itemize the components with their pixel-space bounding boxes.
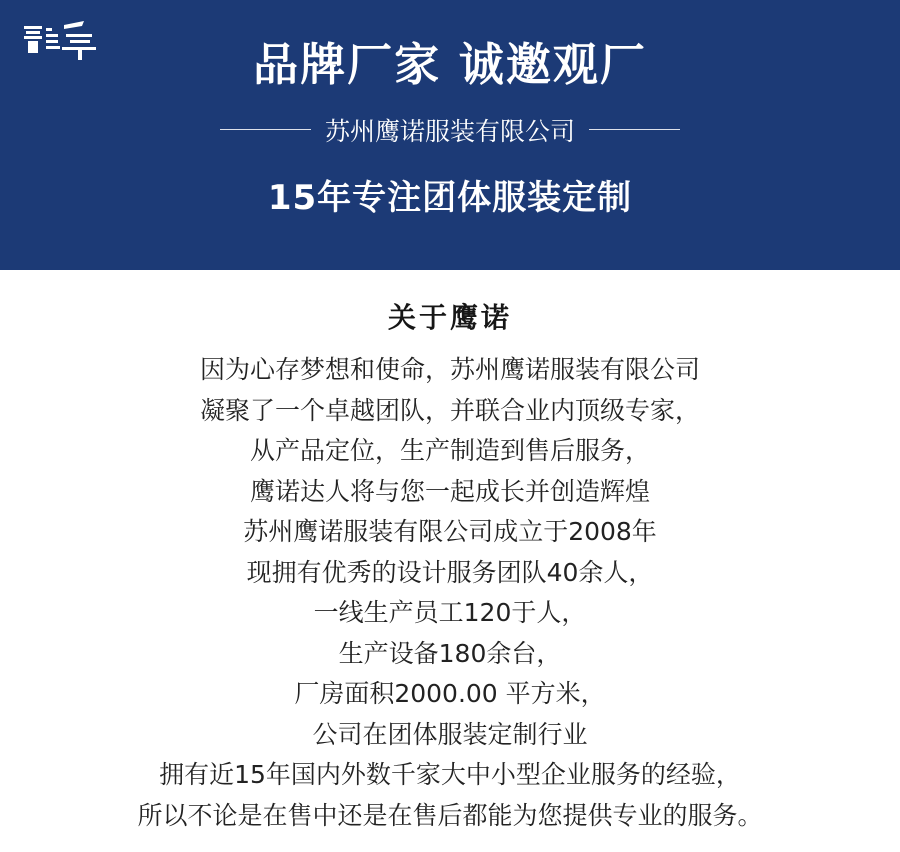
brand-logo xyxy=(18,16,118,68)
hero-banner xyxy=(0,0,900,270)
about-line: 所以不论是在售中还是在售后都能为您提供专业的服务。 xyxy=(137,800,763,830)
about-line: 一线生产员工120于人， xyxy=(313,598,587,627)
banner-title: 品牌厂家 诚邀观厂 xyxy=(253,38,647,91)
banner-tagline: 15年专注团体服装定制 xyxy=(267,177,633,218)
about-section xyxy=(0,270,900,852)
about-line: 现拥有优秀的设计服务团队40余人， xyxy=(246,557,654,587)
about-line: 凝聚了一个卓越团队，并联合业内顶级专家， xyxy=(199,395,700,425)
about-line: 苏州鹰诺服装有限公司成立于2008年 xyxy=(243,517,657,546)
about-line: 拥有近15年国内外数千家大中小型企业服务的经验， xyxy=(159,760,741,789)
about-line: 生产设备180余台， xyxy=(338,638,562,668)
about-line: 厂房面积2000.00 平方米， xyxy=(294,679,606,708)
about-text-block xyxy=(20,350,880,836)
rule-right xyxy=(589,129,680,130)
banner-subtitle: 苏州鹰诺服装有限公司 xyxy=(325,116,576,146)
about-line: 鹰诺达人将与您一起成长并创造辉煌 xyxy=(249,476,650,506)
rule-left xyxy=(220,129,311,130)
about-title: 关于鹰诺 xyxy=(387,301,512,334)
banner-subtitle-row xyxy=(220,112,680,148)
about-line: 因为心存梦想和使命，苏州鹰诺服装有限公司 xyxy=(199,355,700,384)
about-line: 公司在团体服装定制行业 xyxy=(312,719,588,749)
about-line: 从产品定位，生产制造到售后服务， xyxy=(249,436,650,465)
